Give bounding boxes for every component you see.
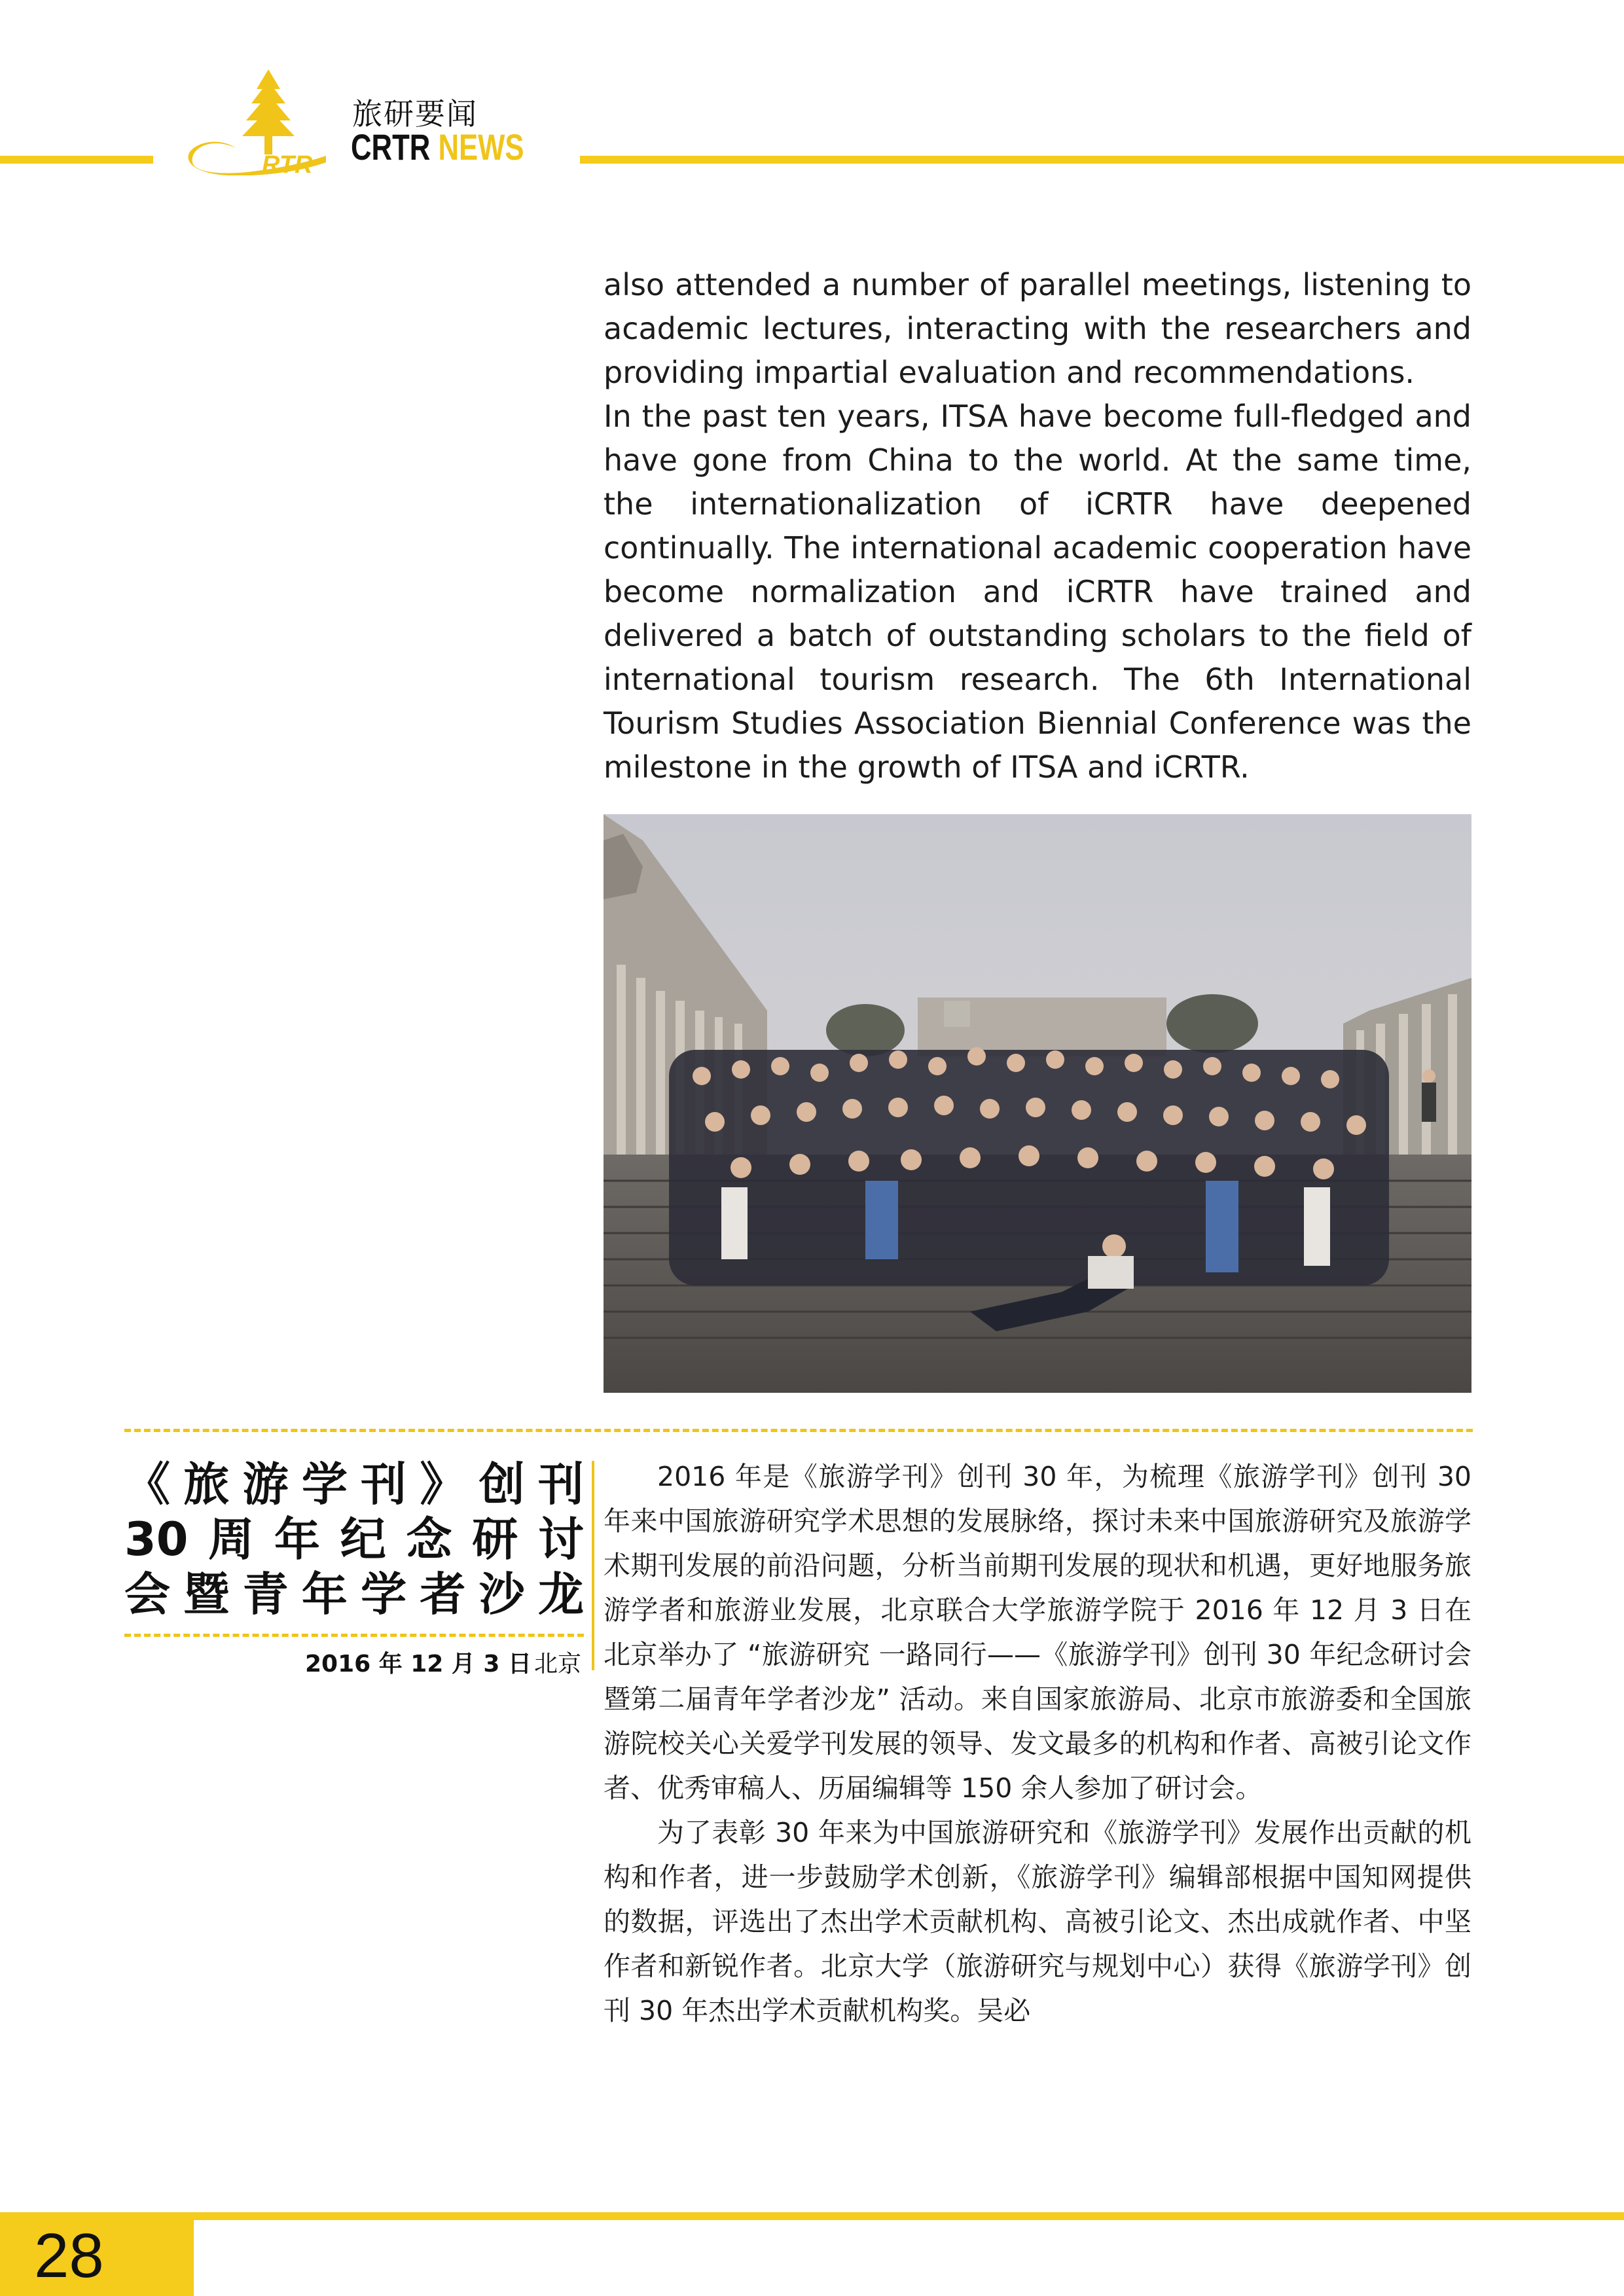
article-place: 北京	[534, 1651, 582, 1677]
chinese-article-body	[604, 1454, 1471, 2033]
title-vertical-rule	[592, 1461, 594, 1670]
header-rule-right	[580, 156, 1624, 164]
english-paragraph-1: also attended a number of parallel meetings, listening to academic lectures, interacting with the researchers and providing impartial evaluation and recommendations.	[604, 267, 1471, 390]
dotted-separator-title	[124, 1634, 584, 1637]
header-title-en	[351, 126, 524, 168]
header-rule-left	[0, 156, 153, 164]
logo-text: RTR	[262, 151, 313, 175]
group-photo	[604, 814, 1471, 1393]
article-date: 2016 年 12 月 3 日	[305, 1651, 532, 1677]
header-title-news: NEWS	[438, 126, 524, 168]
title-line-3: 会暨青年学者沙龙	[124, 1568, 584, 1621]
english-paragraph-2: In the past ten years, ITSA have become full-fledged and have gone from China to the world. At the same time, the internationalization of iCRTR have deepened continually. The international academic cooperation have become normalization and iCRTR have trained and delivered a batch of outstanding scholars to the field of international tourism research. The 6th International Tourism Studies Association Biennial Conference was the milestone in the growth of ITSA and iCRTR.	[604, 399, 1471, 785]
dotted-separator-top	[124, 1429, 1473, 1432]
footer-rule	[0, 2212, 1624, 2220]
english-article	[604, 263, 1471, 789]
chinese-article-title	[124, 1457, 584, 1622]
page-number: 28	[34, 2221, 104, 2291]
title-line-1: 《旅游学刊》创刊	[124, 1458, 584, 1511]
header-title-crtr: CRTR	[351, 126, 431, 168]
crtr-logo	[183, 64, 329, 175]
chinese-paragraph-2: 为了表彰 30 年来为中国旅游研究和《旅游学刊》发展作出贡献的机构和作者，进一步鼓励学术创新，《旅游学刊》编辑部根据中国知网提供的数据，评选出了杰出学术贡献机构、高被引论文、杰出成就作者、中坚作者和新锐作者。北京大学（旅游研究与规划中心）获得《旅游学刊》创刊 30 年杰出学术贡献机构奖。吴必	[604, 1817, 1471, 2026]
chinese-paragraph-1: 2016 年是《旅游学刊》创刊 30 年，为梳理《旅游学刊》创刊 30 年来中国旅游研究学术思想的发展脉络，探讨未来中国旅游研究及旅游学术期刊发展的前沿问题，分析当前期刊发展的现状和机遇，更好地服务旅游学者和旅游业发展，北京联合大学旅游学院于 2016 年 12 月 3 日在北京举办了 “旅游研究 一路同行——《旅游学刊》创刊 30 年纪念研讨会暨第二届青年学者沙龙” 活动。来自国家旅游局、北京市旅游委和全国旅游院校关心关爱学刊发展的领导、发文最多的机构和作者、高被引论文作者、优秀审稿人、历届编辑等 150 余人参加了研讨会。	[604, 1461, 1471, 1804]
header-title-cn: 旅研要闻	[352, 96, 478, 132]
title-line-2: 30周年纪念研讨	[124, 1513, 584, 1566]
